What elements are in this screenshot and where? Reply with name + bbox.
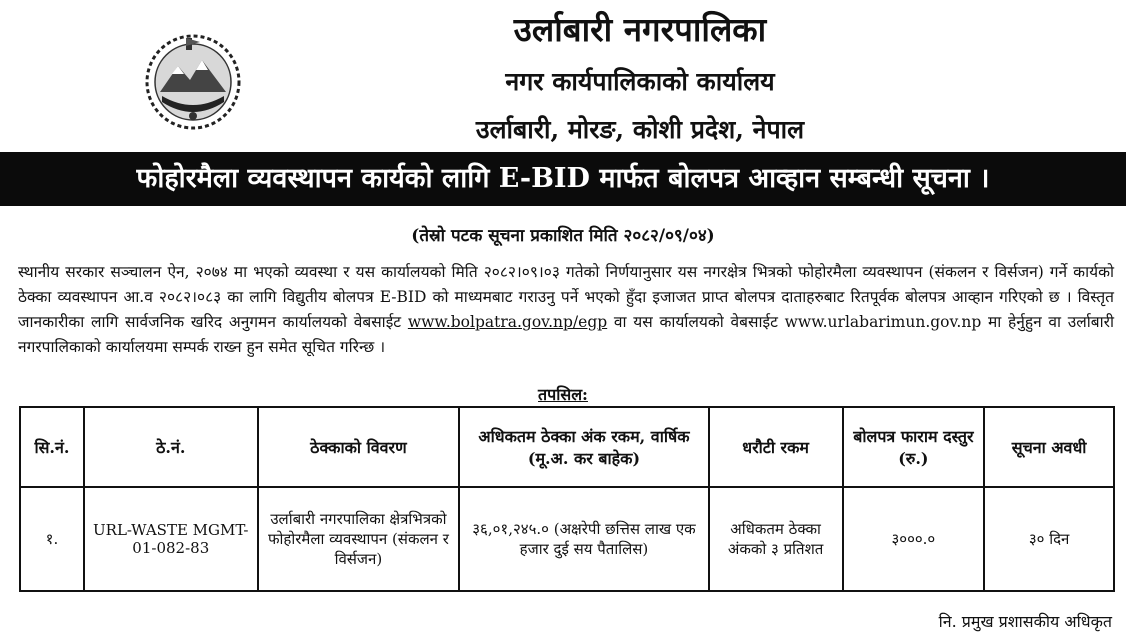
- nepal-emblem-icon: [140, 30, 246, 134]
- cell-description: उर्लाबारी नगरपालिका क्षेत्रभित्रको फोहोरमैला व्यवस्थापन (संकलन र विर्सजन): [258, 487, 460, 591]
- notice-body-part2: वा यस कार्यालयको वेबसाईट www.urlabarimun.gov.np मा हेर्नुहुन वा उर्लाबारी नगरपालिकाको कार्यालयमा सम्पर्क राख्न हुन समेत सूचित गरिन्छ ।: [18, 313, 1115, 356]
- bolpatra-link[interactable]: www.bolpatra.gov.np/egp: [407, 313, 608, 331]
- header-sn: सि.नं.: [20, 407, 84, 487]
- office-name: नगर कार्यपालिकाको कार्यालय: [505, 67, 775, 96]
- publication-date: (तेस्रो पटक सूचना प्रकाशित मिति २०८२/०९/०४): [411, 226, 715, 246]
- cell-notice-period: ३० दिन: [984, 487, 1114, 591]
- table-header-row: [20, 407, 1114, 487]
- details-heading: तपसिल:: [538, 385, 588, 404]
- header-description: ठेक्काको विवरण: [258, 407, 460, 487]
- cell-sn: १.: [20, 487, 84, 591]
- header-form-fee: बोलपत्र फाराम दस्तुर (रु.): [843, 407, 985, 487]
- header-notice-period: सूचना अवधी: [984, 407, 1114, 487]
- notice-body-part1: स्थानीय सरकार सञ्चालन ऐन, २०७४ मा भएको व्यवस्था र यस कार्यालयको मिति २०८२।०९।०३ गतेको निर्णयानुसार यस नगरक्षेत्र भित्रको फोहोरमैला व्यवस्थापन (संकलन र विर्सजन) गर्ने कार्यको ठेक्का व्यवस्थापन आ.व २०८२।०८३ का लागि विद्युतीय बोलपत्र E-BID को माध्यमबाट गराउनु पर्ने भएको हुँदा इजाजत प्राप्त बोलपत्र दाताहरुबाट रितपूर्वक बोलपत्र आव्हान गरिएको छ । विस्तृत जानकारीका लागि सार्वजनिक खरिद अनुगमन कार्यालयको वेबसाईट: [18, 263, 1115, 331]
- notice-body: [18, 260, 1114, 360]
- cell-form-fee: ३०००.०: [843, 487, 985, 591]
- notice-headline: फोहोरमैला व्यवस्थापन कार्यको लागि E-BID मार्फत बोलपत्र आव्हान सम्बन्धी सूचना ।: [136, 163, 990, 194]
- municipality-title: उर्लाबारी नगरपालिका: [513, 10, 767, 49]
- cell-max-amount: ३६,०१,२४५.० (अक्षरेपी छत्तिस लाख एक हजार दुई सय पैतालिस): [459, 487, 709, 591]
- header-deposit: धरौटी रकम: [709, 407, 843, 487]
- header-max-amount: अधिकतम ठेक्का अंक रकम, वार्षिक (मू.अ. कर बाहेक): [459, 407, 709, 487]
- tender-table: [19, 406, 1115, 592]
- office-address: उर्लाबारी, मोरङ, कोशी प्रदेश, नेपाल: [475, 115, 805, 144]
- table-row: [20, 487, 1114, 591]
- cell-contract-no: URL-WASTE MGMT-01-082-83: [84, 487, 258, 591]
- cell-deposit: अधिकतम ठेक्का अंकको ३ प्रतिशत: [709, 487, 843, 591]
- notice-headline-banner: [0, 152, 1126, 206]
- signatory-title: नि. प्रमुख प्रशासकीय अधिकृत: [938, 612, 1112, 631]
- header-contract-no: ठे.नं.: [84, 407, 258, 487]
